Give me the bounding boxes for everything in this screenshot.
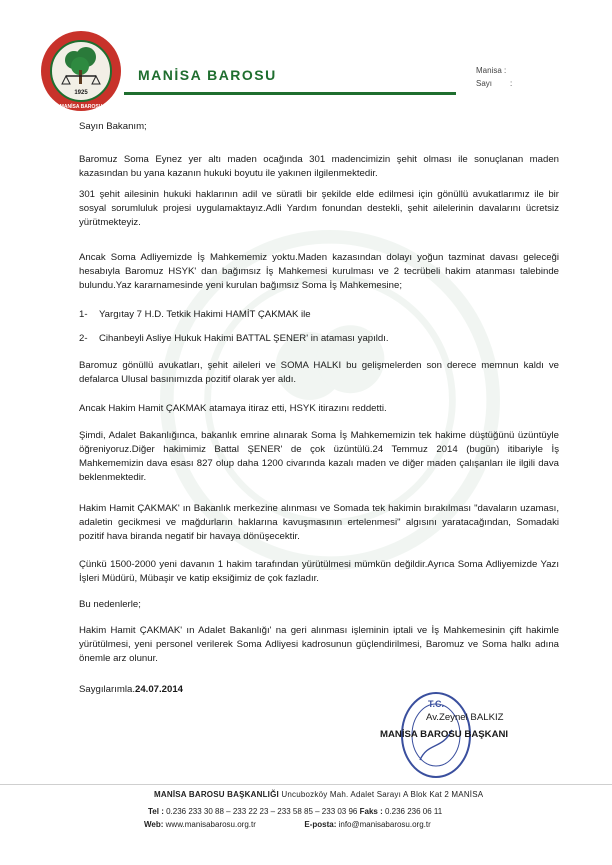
paragraph-8: Çünkü 1500-2000 yeni davanın 1 hakim tarafından yürütülmesi mümkün değildir.Ayrıca Soma Adliyemizde Yazı İşleri Müdürü, Mübaşir ve katip eksiğimiz de çok fazladır.	[79, 559, 559, 584]
place-row	[476, 64, 512, 77]
list-item-2-text: Cihanbeyli Asliye Hukuk Hakimi BATTAL ŞENER' in ataması yapıldı.	[99, 333, 389, 344]
signature-block	[380, 709, 540, 743]
footer-org: MANİSA BAROSU BAŞKANLIĞI	[154, 790, 279, 799]
bar-logo	[40, 30, 122, 112]
paragraph-6: Şimdi, Adalet Bakanlığınca, bakanlık emrine alınarak Soma İş Mahkememizin tek hakime düştüğünü üzüntüyle öğreniyoruz.Diğer hakimimiz Battal ŞENER' de çok üzüntülü.24 Temmuz 2014 (bugün) itibariyle İş Mahkememizin dava esası 827 olup daha 1200 civarında kazalı maden ve diğer maden çalışanları ile ilgili dava beklenmektedir.	[79, 430, 559, 483]
tel-number: 0.236 233 30 88 – 233 22 23 – 233 58 85 – 233 03 96	[166, 807, 358, 816]
bar-seal-icon	[40, 30, 122, 112]
email-link[interactable]: info@manisabarosu.org.tr	[338, 820, 431, 829]
letter-body	[79, 120, 559, 695]
closing-line	[79, 683, 559, 697]
web-label: Web:	[144, 820, 164, 829]
footer-address: Uncubozköy Mah. Adalet Sarayı A Blok Kat 2 MANİSA	[281, 790, 484, 799]
paragraph-7: Hakim Hamit ÇAKMAK' ın Bakanlık merkezine alınması ve Somada tek hakimin bırakılması "davaların uzaması, adaletin gecikmesi ve mağdurların haklarına kavuşmasının ertelenmesi" algısını yaratacağından, Somadaki pozitif hava biranda negatif bir havaya dönüşecektir.	[79, 503, 559, 542]
paragraph-1: Baromuz Soma Eynez yer altı maden ocağında 301 madencimizin şehit olması ile sonuçlanan maden kazasından bu yana kazanın hukuki boyutu ile yakınen ilgilenmektedir.	[79, 154, 559, 179]
logo-ring-text: MANİSA BAROSU	[59, 104, 103, 110]
list-item-2	[79, 332, 559, 346]
tel-label: Tel :	[148, 807, 164, 816]
paragraph-2: 301 şehit ailesinin hukuki haklarının adil ve süratli bir şekilde elde edilmesi için gönüllü avukatlarımız ile bir sosyal sorumluluk projesi uygulamaktayız.Adli Yardım fonundan destekli, şehit ailelerinin davalarını ücretsiz yürütmekteyiz.	[79, 189, 559, 228]
place-label: Manisa :	[476, 66, 507, 75]
closing-text: Saygılarımla.	[79, 684, 135, 695]
email-label: E-posta:	[304, 820, 337, 829]
list-item-2-number: 2-	[79, 333, 88, 344]
paragraph-10: Hakim Hamit ÇAKMAK' ın Adalet Bakanlığı' na geri alınması işleminin iptali ve İş Mahkemesinin çift hakimle yürütülmesi, yeni personel verilerek Soma Adliyesi kadrosunun güçlendirilmesi, Baromuz ve Soma halkı adına önemle arz olunur.	[79, 625, 559, 664]
paragraph-5: Ancak Hakim Hamit ÇAKMAK atamaya itiraz etti, HSYK itirazını reddetti.	[79, 403, 387, 414]
paragraph-3: Ancak Soma Adliyemizde İş Mahkememiz yoktu.Maden kazasından dolayı yoğun tazminat davası geleceği hesabıyla Baromuz HSYK' dan bağımsız İş Mahkemesi kurulması ve 2 tecrübeli hakim atanması talebinde bulundu.Yaz kararnamesinde yeni kurulan bağımsız Soma İş Mahkemesine;	[79, 252, 559, 291]
ref-label: Sayı	[476, 79, 493, 88]
organization-name: MANİSA BAROSU	[138, 67, 277, 83]
list-item-1-text: Yargıtay 7 H.D. Tetkik Hakimi HAMİT ÇAKMAK ile	[99, 309, 311, 320]
signatory-title: MANİSA BAROSU BAŞKANI	[380, 729, 509, 740]
web-link[interactable]: www.manisabarosu.org.tr	[165, 820, 256, 829]
signatory-name: Av.Zeynel BALKIZ	[426, 712, 504, 723]
list-item-1	[79, 308, 559, 322]
paragraph-4: Baromuz gönüllü avukatları, şehit aileleri ve SOMA HALKI bu gelişmelerden son derece memnun kaldı ve defalarca Ulusal basınımızda pozitif olarak yer aldı.	[79, 360, 559, 385]
ref-row	[476, 77, 512, 90]
salutation: Sayın Bakanım;	[79, 121, 147, 132]
footer-address-line	[154, 790, 483, 799]
footer-phone-line	[148, 807, 442, 816]
letter-footer	[0, 784, 612, 829]
letterhead-title-bar	[124, 60, 456, 95]
fax-number: 0.236 236 06 11	[384, 807, 443, 816]
stamp-text: T.C.	[427, 699, 445, 709]
paragraph-9: Bu nedenlerle;	[79, 599, 141, 610]
list-item-1-number: 1-	[79, 309, 88, 320]
fax-label: Faks :	[359, 807, 383, 816]
reference-block	[476, 64, 512, 90]
footer-web-line	[144, 820, 431, 829]
ref-separator: :	[510, 79, 513, 88]
logo-year: 1925	[74, 90, 88, 96]
closing-date: 24.07.2014	[134, 684, 183, 695]
